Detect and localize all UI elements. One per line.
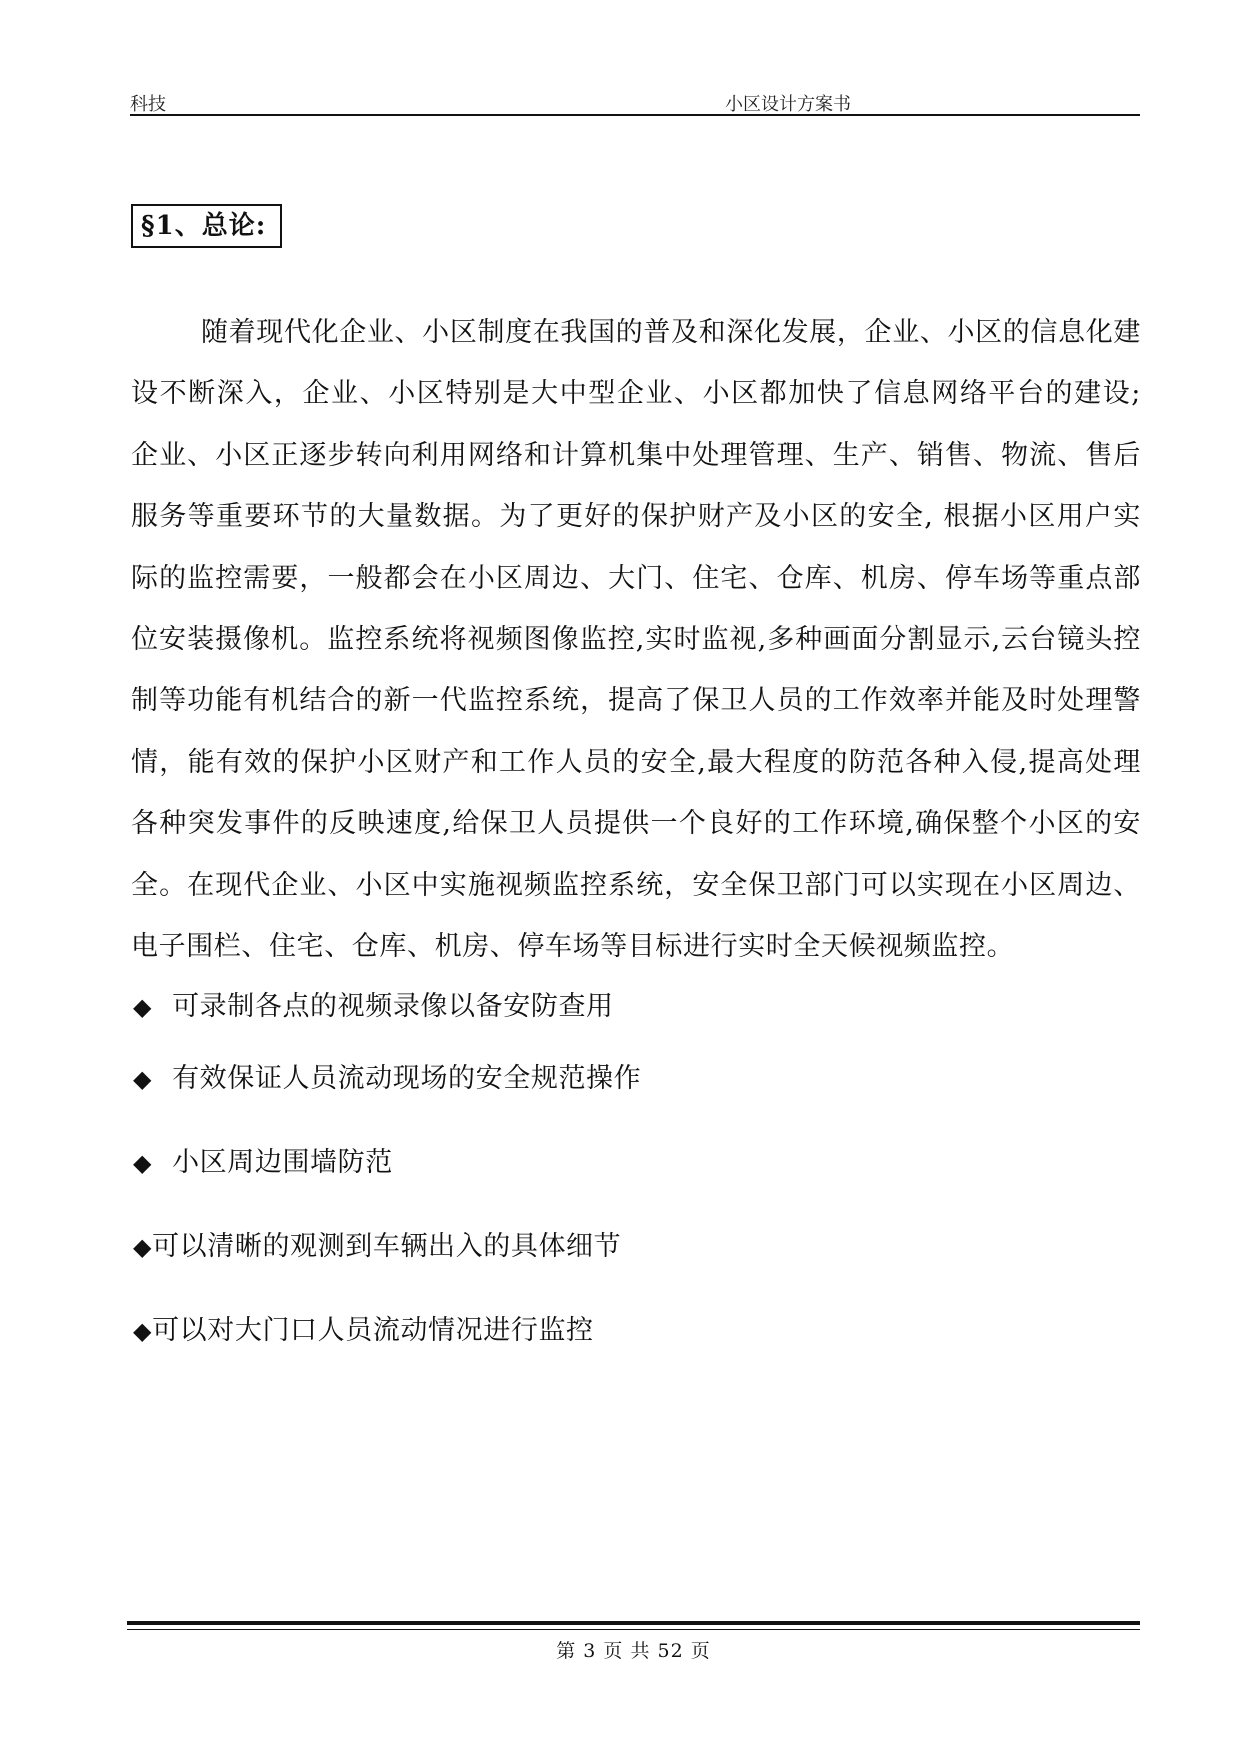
bullet-item (133, 1311, 594, 1351)
header-left-label: 科技 (130, 94, 166, 115)
diamond-bullet-icon: ◆ (133, 1149, 153, 1177)
bullet-text: 可以清晰的观测到车辆出入的具体细节 (152, 1231, 622, 1262)
header-document-title: 小区设计方案书 (725, 94, 851, 115)
diamond-bullet-icon: ◆ (133, 993, 153, 1021)
bullet-item (133, 1227, 621, 1267)
page-number-footer: 第 3 页 共 52 页 (556, 1640, 711, 1662)
body-paragraph: 随着现代化企业、小区制度在我国的普及和深化发展，企业、小区的信息化建设不断深入，企业、小区特别是大中型企业、小区都加快了信息网络平台的建设; 企业、小区正逐步转向利用网络和计算机集中处理管理、生产、销售、物流、售后服务等重要环节的大量数据。为了更好的保护财产及小区的安全, 根据小区用户实际的监控需要，一般都会在小区周边、大门、住宅、仓库、机房、停车场等重点部位安装摄像机。监控系统将视频图像监控,实时监视,多种画面分割显示,云台镜头控制等功能有机结合的新一代监控系统，提高了保卫人员的工作效率并能及时处理警情，能有效的保护小区财产和工作人员的安全,最大程度的防范各种入侵,提高处理各种突发事件的反映速度,给保卫人员提供一个良好的工作环境,确保整个小区的安全。在现代企业、小区中实施视频监控系统，安全保卫部门可以实现在小区周边、电子围栏、住宅、仓库、机房、停车场等目标进行实时全天候视频监控。 (131, 317, 1141, 963)
diamond-bullet-icon: ◆ (133, 1317, 153, 1345)
bullet-text: 小区周边围墙防范 (172, 1147, 393, 1178)
bullet-text: 可以对大门口人员流动情况进行监控 (152, 1315, 594, 1346)
bullet-item (133, 987, 614, 1027)
section-heading: §1、总论: (131, 204, 282, 248)
diamond-bullet-icon: ◆ (133, 1065, 153, 1093)
diamond-bullet-icon: ◆ (133, 1233, 153, 1261)
footer-divider-thick (127, 1621, 1140, 1625)
footer-divider-thin (127, 1629, 1140, 1630)
bullet-text: 有效保证人员流动现场的安全规范操作 (172, 1063, 642, 1094)
bullet-item (133, 1059, 641, 1099)
bullet-item (133, 1143, 393, 1183)
bullet-text: 可录制各点的视频录像以备安防查用 (172, 991, 614, 1022)
page-header (130, 86, 1140, 116)
header-divider (130, 114, 1140, 116)
